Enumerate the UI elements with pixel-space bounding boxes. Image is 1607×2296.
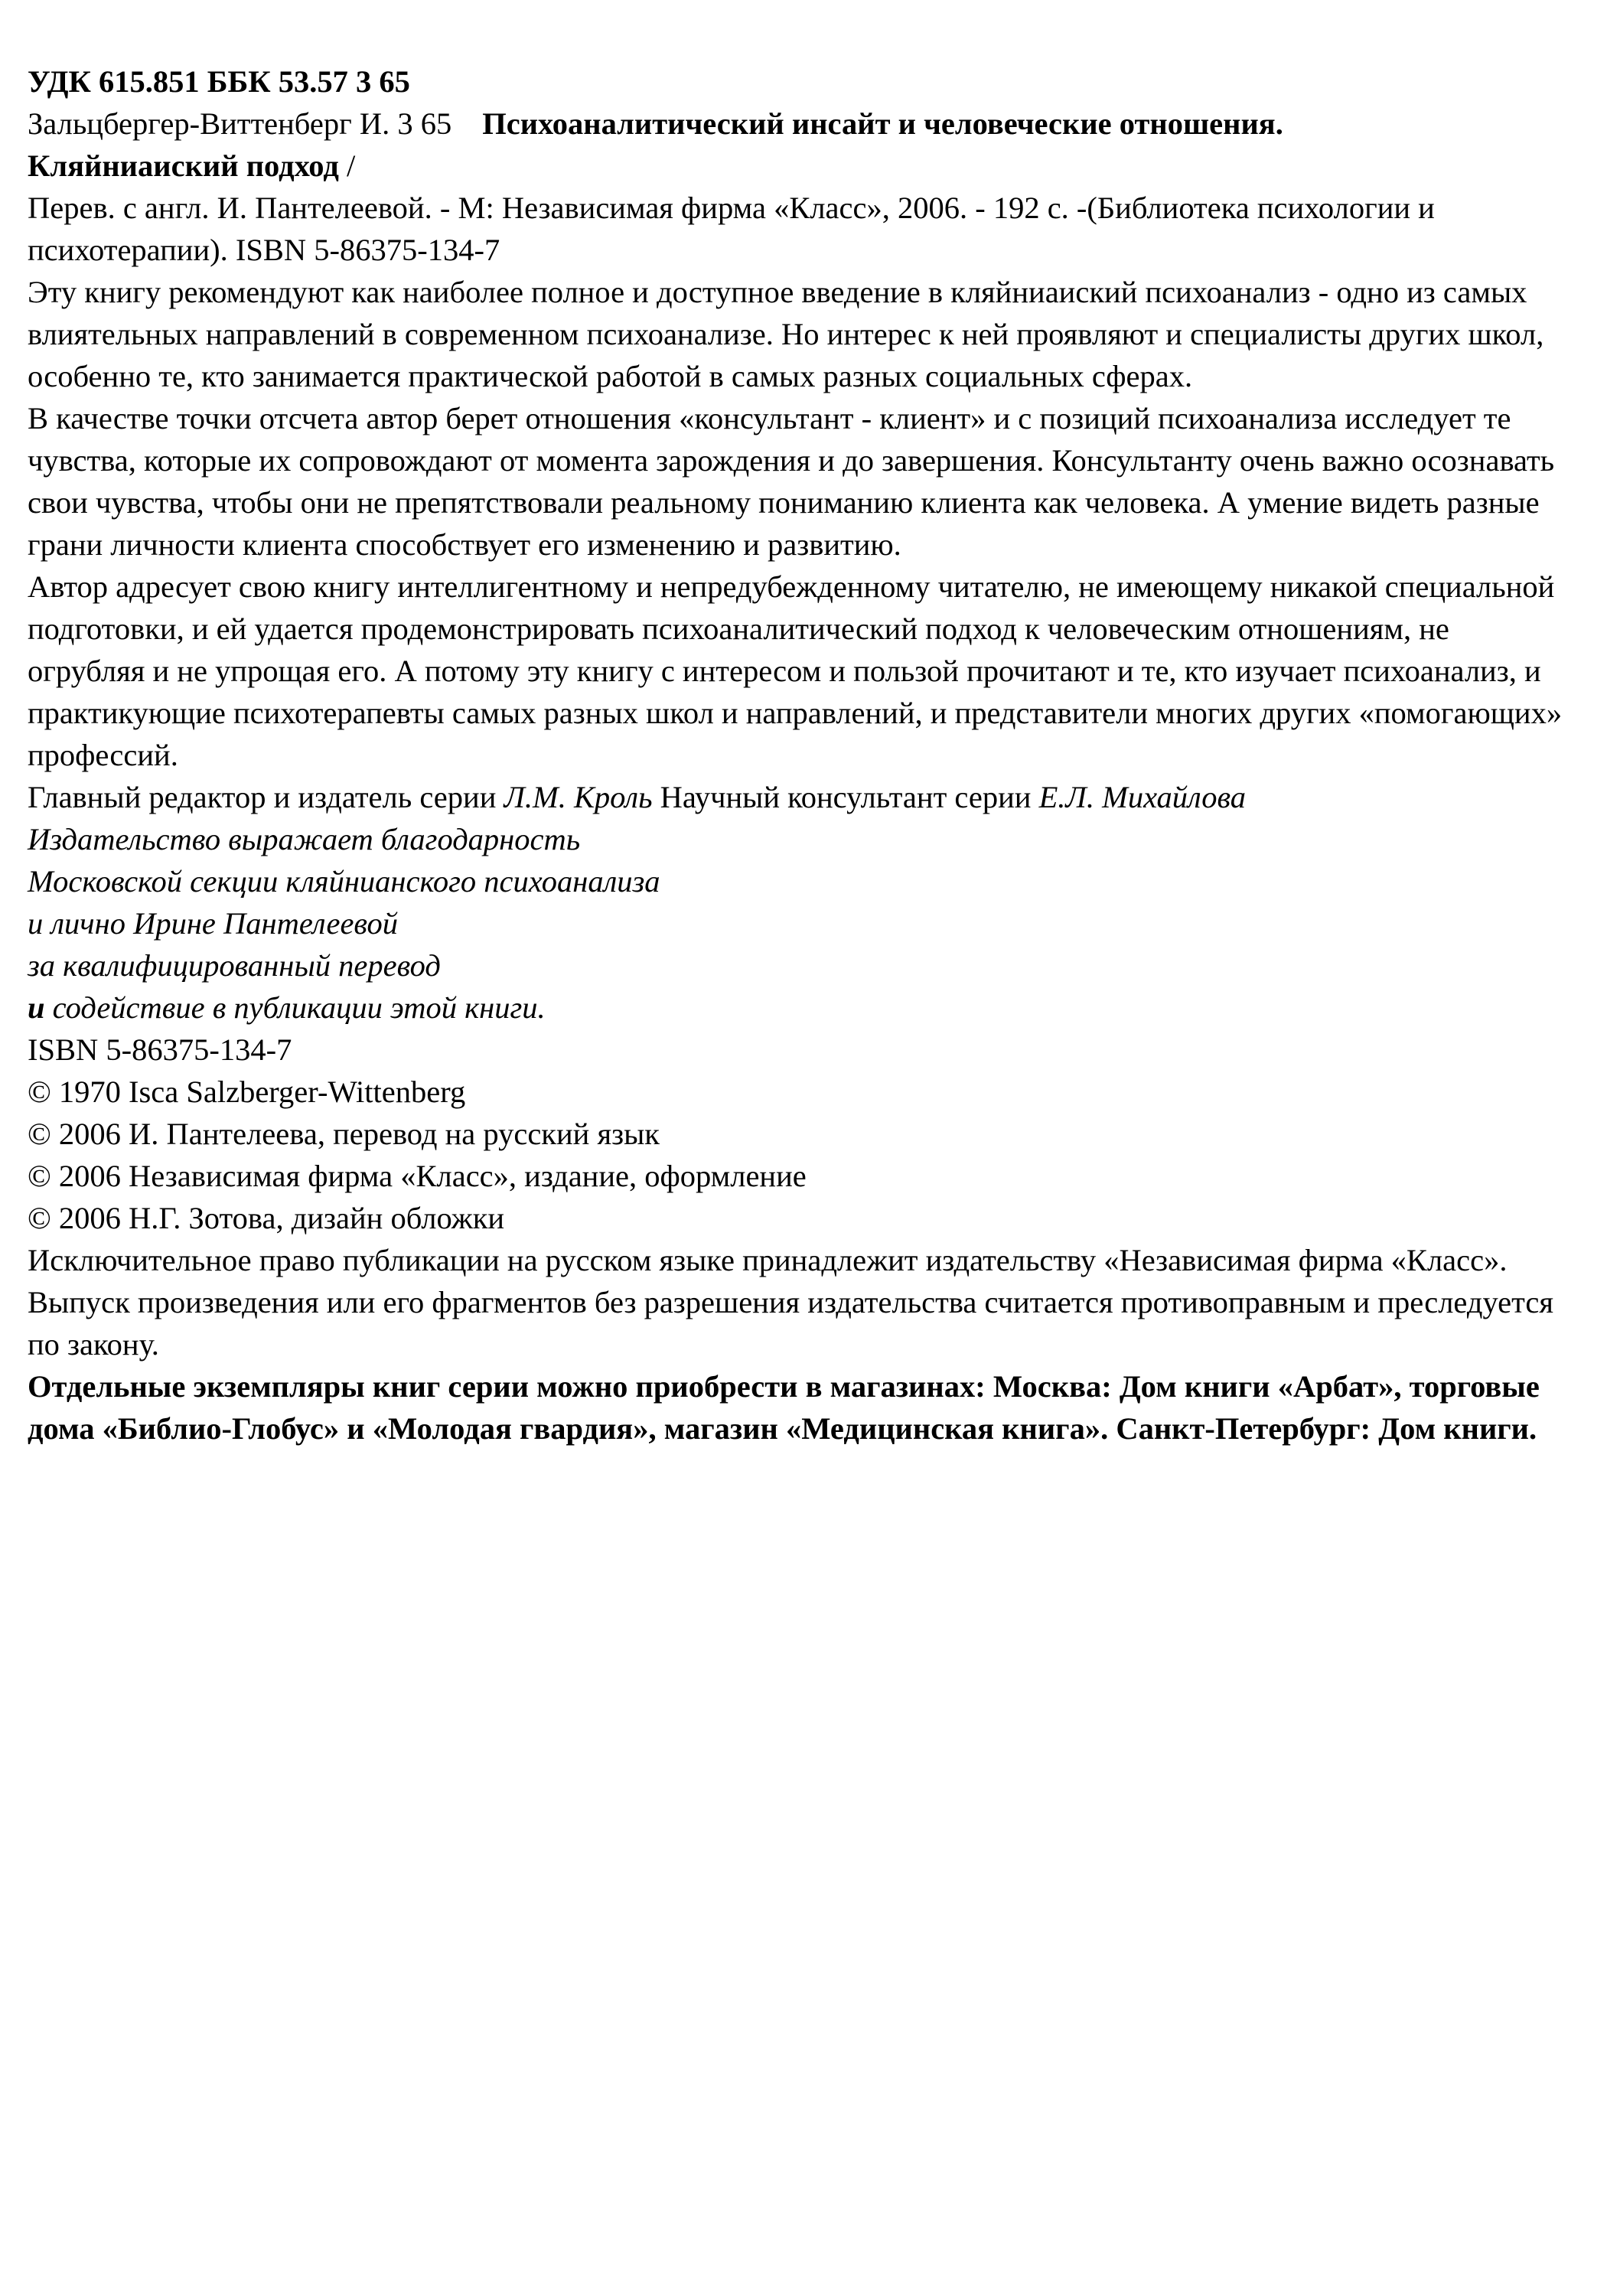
isbn: ISBN 5-86375-134-7 (28, 1032, 292, 1067)
acknowledgment-line-4: за квалифицированный перевод (28, 948, 441, 983)
annotation-paragraph-3: Автор адресует свою книгу интеллигентному и непредубежденному читателю, не имеющему никакой специальной подготовки, и ей удается продемонстрировать психоаналитический подход к человеческим отношениям, не огрубляя и не упрощая его. А потому эту книгу с интересом и пользой прочитают и те, кто изучает психоанализ, и практикующие психотерапевты самых разных школ и направлений, и представители многих других «помогающих» профессий. (28, 569, 1563, 772)
annotation-paragraph-2: В качестве точки отсчета автор берет отношения «консультант - клиент» и с позиций психоанализа исследует те чувства, которые их сопровождают от момента зарождения и до завершения. Консультанту очень важно осознавать свои чувства, чтобы они не препятствовали реальному пониманию клиента как человека. А умение видеть разные грани личности клиента способствует его изменению и развитию. (28, 401, 1555, 562)
copyright-cover-design: © 2006 Н.Г. Зотова, дизайн обложки (28, 1201, 505, 1235)
rights-notice: Исключительное право публикации на русском языке принадлежит издательству «Независимая фирма «Класс». Выпуск произведения или его фрагментов без разрешения издательства считается противоправным и преследуется по закону. (28, 1243, 1553, 1362)
document-page (28, 60, 1566, 1450)
acknowledgment-line-1: Издательство выражает благодарность (28, 822, 581, 856)
acknowledgment-bold-and: и (28, 990, 45, 1025)
book-title-part1: Психоаналитический инсайт и человеческие отношения. (482, 106, 1283, 141)
copyright-translation: © 2006 И. Пантелеева, перевод на русский язык (28, 1117, 660, 1151)
editors-line (28, 776, 1566, 818)
imprint: Перев. с англ. И. Пантелеевой. - М: Независимая фирма «Класс», 2006. - 192 с. -(Библиотека психологии и психотерапии). ISBN 5-86375-134-7 (28, 191, 1435, 267)
editor-name: Л.М. Кроль (504, 780, 653, 814)
acknowledgment-line-3: и лично Ирине Пантелеевой (28, 906, 398, 941)
editor-label: Главный редактор и издатель серии (28, 780, 504, 814)
acknowledgment-line-2: Московской секции кляйнианского психоанализа (28, 864, 660, 899)
consultant-label: Научный консультант серии (652, 780, 1039, 814)
acknowledgment-line-5-text: содействие в публикации этой книги. (44, 990, 546, 1025)
copyright-1970: © 1970 Isca Salzberger-Wittenberg (28, 1075, 466, 1109)
udk-bbk-header: УДК 615.851 ББК 53.57 3 65 (28, 64, 410, 99)
annotation-paragraph-1: Эту книгу рекомендуют как наиболее полное и доступное введение в кляйниаиский психоанализ - одно из самых влиятельных направлений в современном психоанализе. Но интерес к ней проявляют и специалисты других школ, особенно те, кто занимается практической работой в самых разных социальных сферах. (28, 275, 1544, 393)
copyright-publisher: © 2006 Независимая фирма «Класс», издание, оформление (28, 1159, 807, 1193)
book-title-part2: Кляйниаиский подход (28, 148, 339, 183)
author-code: Зальцбергер-Виттенберг И. 3 65 (28, 106, 452, 141)
consultant-name: Е.Л. Михайлова (1038, 780, 1246, 814)
acknowledgment-line-5 (28, 987, 1566, 1029)
catalog-title-block (28, 103, 1566, 187)
title-slash: / (338, 148, 356, 183)
stores-notice: Отдельные экземпляры книг серии можно приобрести в магазинах: Москва: Дом книги «Арбат», торговые дома «Библио-Глобус» и «Молодая гвардия», магазин «Медицинская книга». Санкт-Петербург: Дом книги. (28, 1369, 1540, 1446)
